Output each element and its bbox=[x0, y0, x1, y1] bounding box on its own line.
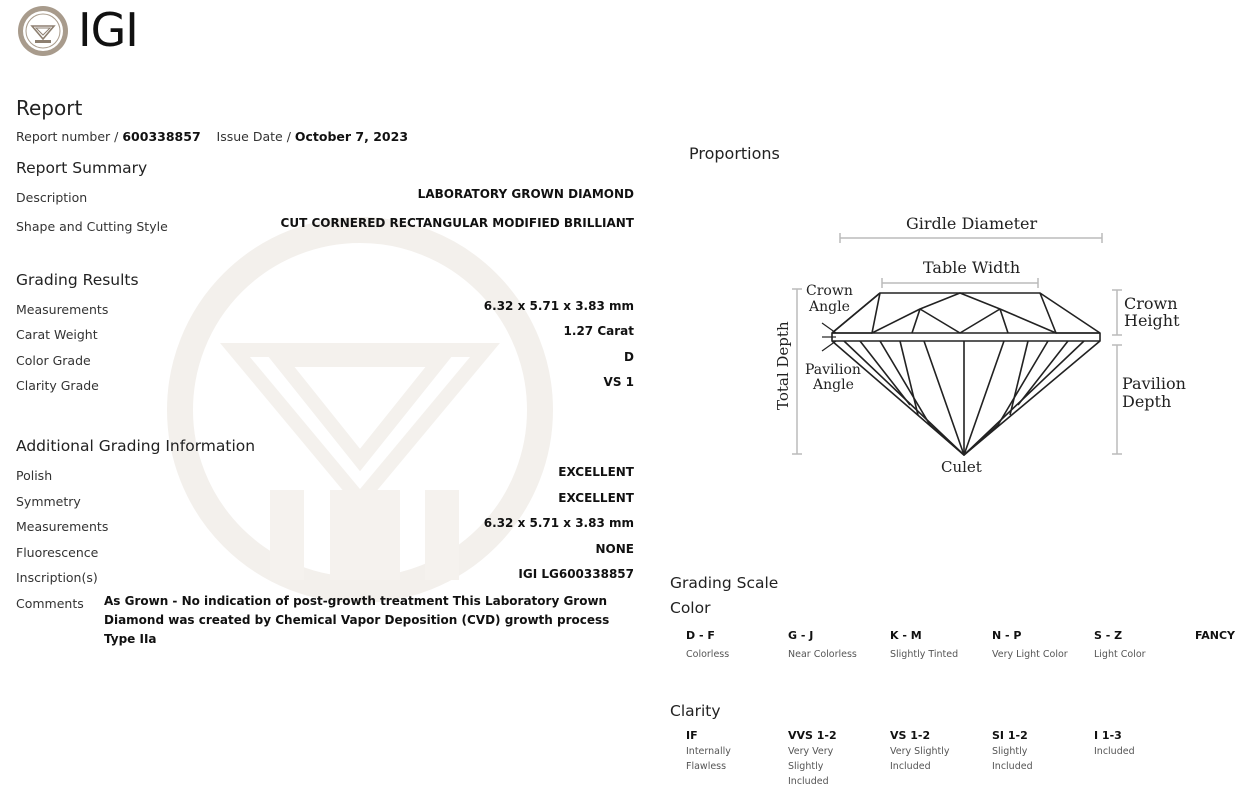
pavilion-angle-label-1: Pavilion bbox=[805, 362, 861, 378]
symmetry-value: EXCELLENT bbox=[558, 491, 634, 505]
crown-angle-label-2: Angle bbox=[809, 299, 850, 315]
watermark-seal-icon bbox=[140, 170, 580, 650]
clarity-scale-item bbox=[1094, 729, 1194, 759]
color-grade-label: Color Grade bbox=[16, 353, 91, 368]
clarity-scale-item bbox=[992, 729, 1092, 774]
report-meta bbox=[16, 129, 408, 144]
color-scale-desc: Slightly Tinted bbox=[890, 649, 959, 660]
issue-date-label: Issue Date / bbox=[216, 129, 295, 144]
measurements-label: Measurements bbox=[16, 302, 109, 317]
measurements-2-label: Measurements bbox=[16, 519, 109, 534]
comments-value: As Grown - No indication of post-growth treatment This Laboratory Grown Diamond was created by Chemical Vapor Deposition (CVD) growth process Type IIa bbox=[104, 594, 610, 646]
color-scale-item bbox=[686, 629, 786, 662]
color-scale-item bbox=[992, 629, 1092, 662]
fluorescence-value: NONE bbox=[595, 542, 634, 556]
fluorescence-label: Fluorescence bbox=[16, 545, 99, 560]
clarity-scale-item bbox=[890, 729, 990, 774]
description-label: Description bbox=[16, 190, 88, 205]
report-number-label: Report number / bbox=[16, 129, 123, 144]
color-scale-desc: Light Color bbox=[1094, 649, 1146, 660]
polish-value: EXCELLENT bbox=[558, 465, 634, 479]
color-scale-item bbox=[890, 629, 990, 662]
diamond-diagram-icon bbox=[760, 205, 1200, 485]
color-scale-item bbox=[1094, 629, 1194, 662]
measurements-value: 6.32 x 5.71 x 3.83 mm bbox=[483, 299, 634, 313]
description-value: LABORATORY GROWN DIAMOND bbox=[417, 187, 634, 201]
inscription-label: Inscription(s) bbox=[16, 570, 98, 585]
clarity-scale-desc: Internally Flawless bbox=[686, 746, 731, 772]
crown-height-label-2: Height bbox=[1124, 311, 1180, 330]
igi-seal-icon bbox=[16, 4, 70, 58]
color-scale-code: FANCY bbox=[1195, 629, 1236, 642]
color-scale-desc: Colorless bbox=[686, 649, 730, 660]
shape-label: Shape and Cutting Style bbox=[16, 219, 168, 234]
proportions-heading: Proportions bbox=[689, 144, 780, 163]
color-scale-item bbox=[1195, 629, 1237, 642]
crown-height-label-1: Crown bbox=[1124, 294, 1178, 313]
clarity-scale-item bbox=[788, 729, 888, 789]
color-scale-desc: Near Colorless bbox=[788, 649, 857, 660]
clarity-scale-code: SI 1-2 bbox=[992, 729, 1028, 742]
clarity-scale-desc: Included bbox=[1094, 746, 1135, 757]
clarity-grade-label: Clarity Grade bbox=[16, 378, 99, 393]
color-scale-code: N - P bbox=[992, 629, 1022, 642]
report-number: 600338857 bbox=[122, 129, 201, 144]
clarity-scale-desc: Very Very Slightly Included bbox=[788, 746, 834, 787]
issue-date: October 7, 2023 bbox=[294, 129, 409, 144]
clarity-scale-desc: Very Slightly Included bbox=[890, 746, 950, 772]
carat-weight-label: Carat Weight bbox=[16, 327, 98, 342]
measurements-2-value: 6.32 x 5.71 x 3.83 mm bbox=[483, 516, 634, 530]
color-scale-code: D - F bbox=[686, 629, 715, 642]
table-width-label: Table Width bbox=[923, 258, 1021, 277]
clarity-scale-code: VS 1-2 bbox=[890, 729, 931, 742]
comments-label: Comments bbox=[16, 596, 84, 611]
color-scale-code: S - Z bbox=[1094, 629, 1123, 642]
crown-angle-label-1: Crown bbox=[806, 283, 853, 299]
clarity-scale-code: VVS 1-2 bbox=[788, 729, 837, 742]
symmetry-label: Symmetry bbox=[16, 494, 81, 509]
clarity-scale-desc: Slightly Included bbox=[992, 746, 1033, 772]
culet-label: Culet bbox=[941, 458, 982, 476]
color-scale-code: G - J bbox=[788, 629, 814, 642]
girdle-diameter-label: Girdle Diameter bbox=[906, 214, 1038, 233]
report-summary-heading: Report Summary bbox=[16, 159, 148, 177]
clarity-scale-heading: Clarity bbox=[670, 702, 721, 720]
clarity-scale-code: I 1-3 bbox=[1094, 729, 1122, 742]
pavilion-depth-label-1: Pavilion bbox=[1122, 374, 1186, 393]
clarity-scale-item bbox=[686, 729, 786, 774]
proportions-diagram bbox=[760, 205, 1200, 485]
additional-info-heading: Additional Grading Information bbox=[16, 437, 256, 455]
grading-results-heading: Grading Results bbox=[16, 271, 139, 289]
color-scale-desc: Very Light Color bbox=[992, 649, 1068, 660]
pavilion-angle-label-2: Angle bbox=[813, 377, 854, 393]
total-depth-label: Total Depth bbox=[774, 321, 792, 410]
grading-scale-heading: Grading Scale bbox=[670, 574, 779, 592]
report-title: Report bbox=[16, 96, 83, 120]
color-scale-heading: Color bbox=[670, 599, 711, 617]
polish-label: Polish bbox=[16, 468, 53, 483]
carat-weight-value: 1.27 Carat bbox=[563, 324, 634, 338]
color-scale-code: K - M bbox=[890, 629, 922, 642]
inscription-value: IGI LG600338857 bbox=[518, 567, 634, 581]
pavilion-depth-label-2: Depth bbox=[1122, 392, 1172, 411]
clarity-grade-value: VS 1 bbox=[603, 375, 634, 389]
color-grade-value: D bbox=[624, 350, 634, 364]
igi-logo-text: IGI bbox=[78, 3, 138, 57]
shape-value: CUT CORNERED RECTANGULAR MODIFIED BRILLIANT bbox=[280, 216, 634, 230]
clarity-scale-code: IF bbox=[686, 729, 698, 742]
color-scale-item bbox=[788, 629, 888, 662]
